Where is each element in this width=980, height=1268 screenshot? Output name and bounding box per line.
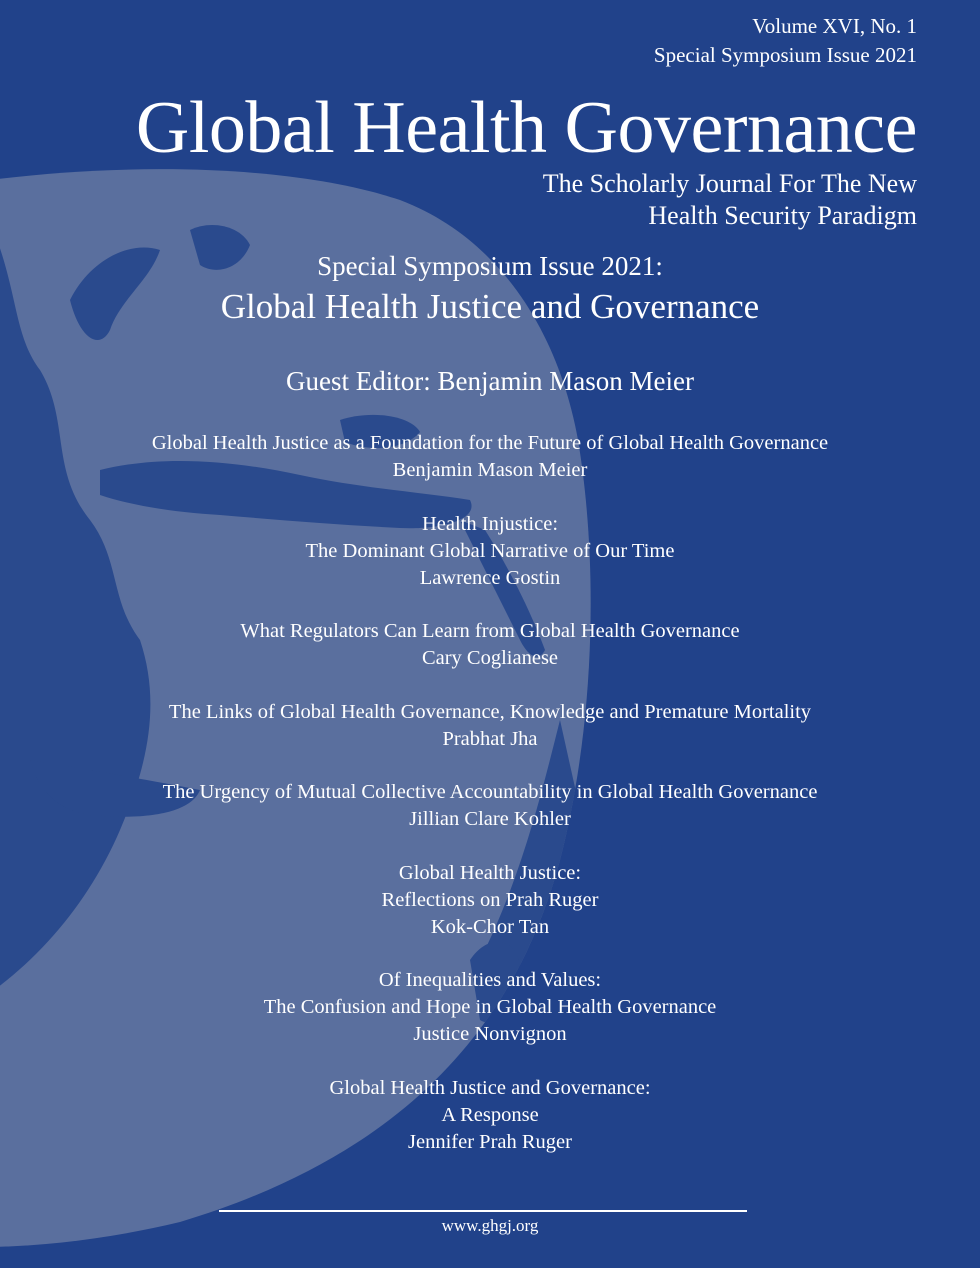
website-link[interactable]: www.ghgj.org	[441, 1216, 539, 1235]
issue-name: Special Symposium Issue 2021	[653, 43, 917, 67]
volume-number: Volume XVI, No. 1	[752, 14, 917, 38]
article-entry	[0, 779, 980, 833]
article-line: Reflections on Prah Ruger	[381, 888, 599, 911]
article-entry	[0, 618, 980, 672]
journal-subtitle	[543, 168, 917, 232]
article-entry	[0, 430, 980, 484]
article-author: Lawrence Gostin	[419, 566, 561, 589]
article-line: The Confusion and Hope in Global Health Governance	[263, 996, 717, 1018]
article-author: Kok-Chor Tan	[430, 915, 550, 938]
guest-editor: Guest Editor: Benjamin Mason Meier	[286, 366, 694, 396]
table-of-contents	[0, 430, 980, 1182]
article-line: Global Health Justice:	[398, 861, 582, 884]
article-entry	[0, 1075, 980, 1156]
article-line: Of Inequalities and Values:	[378, 969, 602, 991]
article-line: The Urgency of Mutual Collective Accountability in Global Health Governance	[162, 781, 818, 803]
article-line: A Response	[441, 1103, 539, 1126]
symposium-label: Special Symposium Issue 2021:	[317, 251, 663, 281]
article-line: Global Health Justice and Governance:	[329, 1076, 651, 1099]
footer-divider	[219, 1210, 747, 1212]
article-line: Global Health Justice as a Foundation for the Future of Global Health Governance	[151, 432, 829, 454]
article-entry	[0, 699, 980, 753]
article-author: Benjamin Mason Meier	[392, 459, 588, 481]
symposium-theme: Global Health Justice and Governance	[220, 287, 760, 326]
article-entry	[0, 967, 980, 1048]
issue-info	[654, 12, 917, 70]
article-author: Justice Nonvignon	[413, 1023, 567, 1045]
article-author: Prabhat Jha	[442, 727, 538, 750]
journal-title: Global Health Governance	[135, 87, 917, 169]
journal-subtitle-line: Health Security Paradigm	[648, 201, 917, 230]
article-entry	[0, 511, 980, 592]
article-author: Cary Coglianese	[421, 647, 559, 669]
article-author: Jillian Clare Kohler	[409, 808, 571, 830]
article-author: Jennifer Prah Ruger	[408, 1130, 572, 1153]
journal-subtitle-line: The Scholarly Journal For The New	[542, 169, 917, 198]
article-line: The Links of Global Health Governance, Knowledge and Premature Mortality	[168, 700, 812, 723]
article-entry	[0, 860, 980, 941]
article-line: Health Injustice:	[421, 512, 559, 535]
article-line: The Dominant Global Narrative of Our Time	[305, 539, 675, 562]
article-line: What Regulators Can Learn from Global Health Governance	[240, 620, 740, 642]
